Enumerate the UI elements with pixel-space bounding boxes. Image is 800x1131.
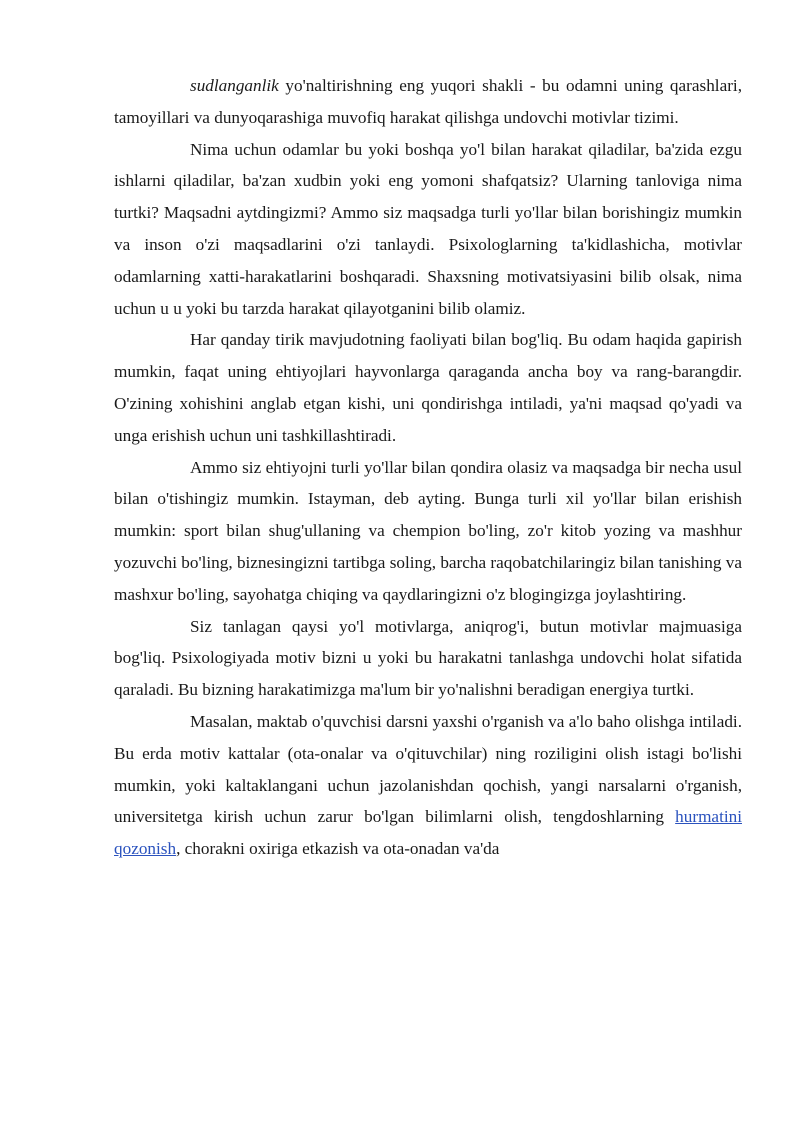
paragraph-6-text-end: , chorakni oxiriga etkazish va ota-onadan va'da <box>176 839 500 859</box>
paragraph-1-text: yo'naltirishning eng yuqori shakli - bu odamni uning qarashlari, tamoyillari va dunyoqarashiga muvofiq harakat qilishga undovchi motivlar tizimi. <box>114 76 742 127</box>
paragraph-6 <box>114 706 742 865</box>
paragraph-3: Har qanday tirik mavjudotning faoliyati bilan bog'liq. Bu odam haqida gapirish mumkin, faqat uning ehtiyojlari hayvonlarga qaraganda ancha boy va rang-barangdir. O'zining xohishini anglab etgan kishi, uni qondirishga intiladi, ya'ni maqsad qo'yadi va unga erishish uchun uni tashkillashtiradi. <box>114 330 742 445</box>
hurmatini-qozonish-link[interactable]: hurmatini qozonish <box>114 807 742 859</box>
document-page <box>114 70 742 865</box>
italic-term: sudlanganlik <box>190 76 279 95</box>
paragraph-4: Ammo siz ehtiyojni turli yo'llar bilan qondira olasiz va maqsadga bir necha usul bilan o'tishingiz mumkin. Istayman, deb ayting. Bunga turli xil yo'llar bilan erishish mumkin: sport bilan shug'ullaning va chempion bo'ling, zo'r kitob yozing va mashhur yozuvchi bo'ling, biznesingizni tartibga soling, barcha raqobatchilaringiz bilan tanishing va mashxur bo'ling, sayohatga chiqing va qaydlaringizni o'z blogingizga joylashtiring. <box>114 457 742 604</box>
paragraph-5: Siz tanlagan qaysi yo'l motivlarga, aniqrog'i, butun motivlar majmuasiga bog'liq. Psixologiyada motiv bizni u yoki bu harakatni tanlashga undovchi holat sifatida qaraladi. Bu bizning harakatimizga ma'lum bir yo'nalishni beradigan energiya turtki. <box>114 616 742 700</box>
paragraph-1 <box>114 70 742 134</box>
paragraph-2: Nima uchun odamlar bu yoki boshqa yo'l bilan harakat qiladilar, ba'zida ezgu ishlarni qiladilar, ba'zan xudbin yoki eng yomoni shafqatsiz? Ularning tanloviga nima turtki? Maqsadni aytdingizmi? Ammo siz maqsadga turli yo'llar bilan borishingiz mumkin va inson o'zi maqsadlarini o'zi tanlaydi. Psixologlarning ta'kidlashicha, motivlar odamlarning xatti-harakatlarini boshqaradi. Shaxsning motivatsiyasini bilib olsak, nima uchun u u yoki bu tarzda harakat qilayotganini bilib olamiz. <box>114 139 742 318</box>
paragraph-6-text-start: Masalan, maktab o'quvchisi darsni yaxshi o'rganish va a'lo baho olishga intiladi. Bu erda motiv kattalar (ota-onalar va o'qituvchilar) ning roziligini olish istagi bo'lishi mumkin, yoki kaltaklangani uchun jazolanishdan qochish, yangi narsalarni o'rganish, universitetga kirish uchun zarur bo'lgan bilimlarni olish, tengdoshlarning <box>114 711 742 827</box>
